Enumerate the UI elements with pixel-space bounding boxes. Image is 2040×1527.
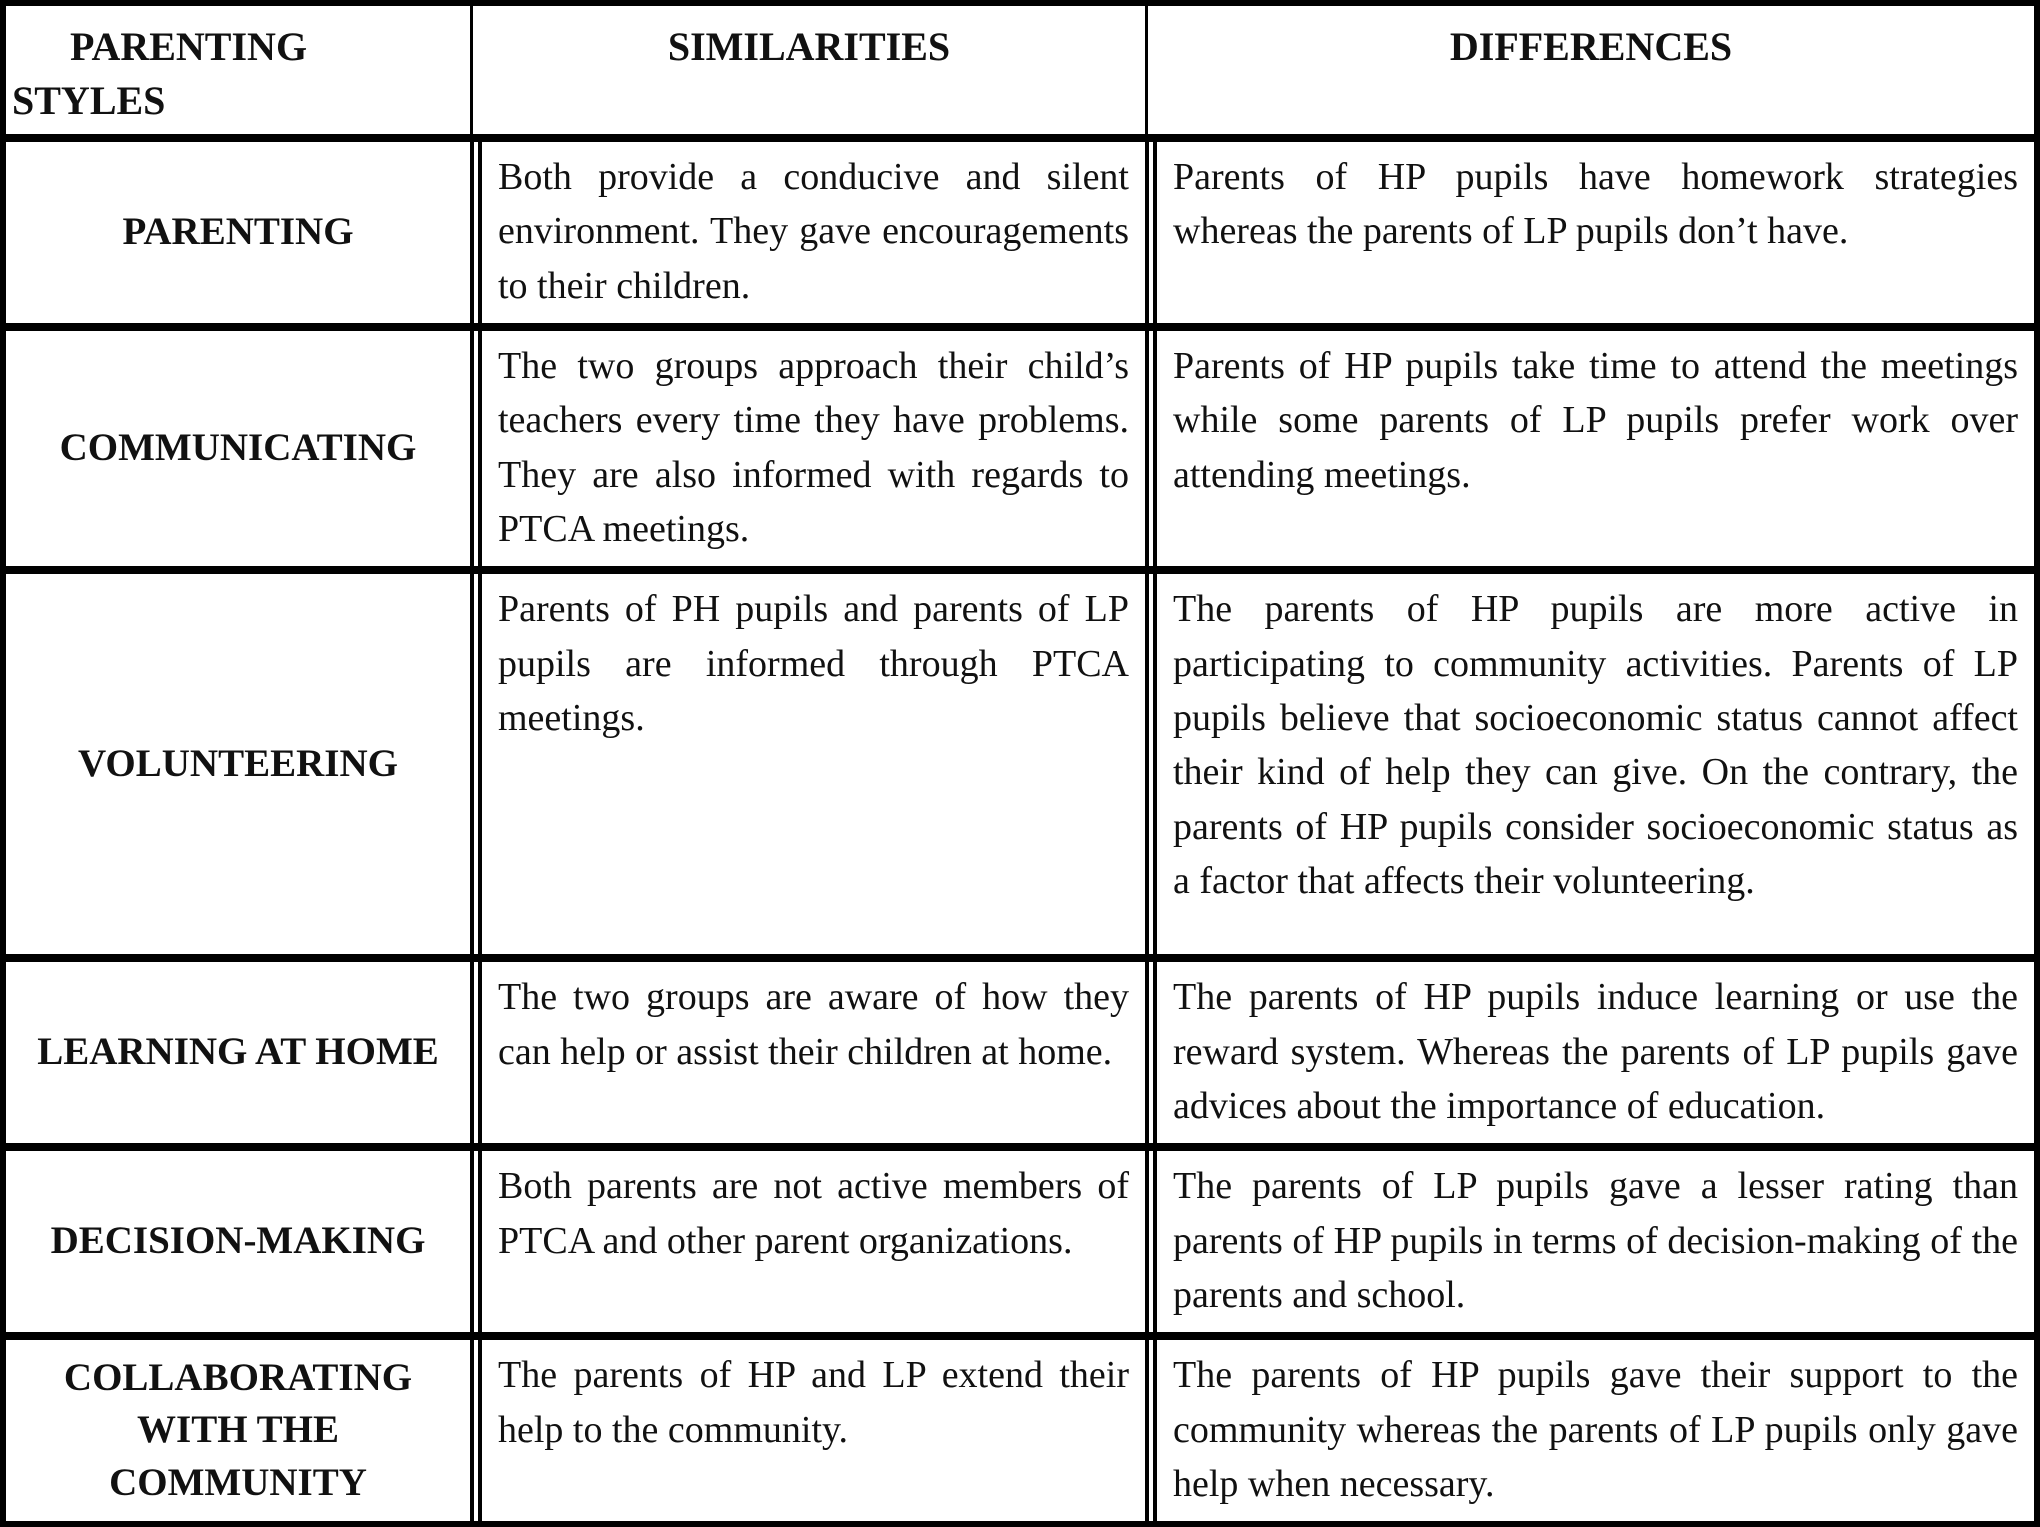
- row-label: COMMUNICATING: [59, 426, 417, 470]
- table-row-volunteering: [6, 566, 2034, 954]
- similarities-cell: Both parents are not active members of PTCA and other parent organizations.: [470, 1151, 1145, 1332]
- column-header-similarities: SIMILARITIES: [470, 6, 1145, 134]
- row-label: COLLABORATING WITH THE COMMUNITY: [63, 1355, 413, 1505]
- similarities-cell: The parents of HP and LP extend their help to the community.: [470, 1340, 1145, 1521]
- column-header-differences: DIFFERENCES: [1145, 6, 2034, 134]
- differences-cell: The parents of HP pupils gave their support to the community whereas the parents of LP pupils only gave help when necessary.: [1145, 1340, 2034, 1521]
- differences-cell: Parents of HP pupils have homework strategies whereas the parents of LP pupils don’t have.: [1145, 142, 2034, 323]
- row-label: DECISION-MAKING: [50, 1219, 426, 1263]
- similarities-cell: The two groups are aware of how they can help or assist their children at home.: [470, 962, 1145, 1143]
- differences-cell: Parents of HP pupils take time to attend the meetings while some parents of LP pupils prefer work over attending meetings.: [1145, 331, 2034, 566]
- table-row-collaborating-with-community: [6, 1332, 2034, 1521]
- table-row-parenting: [6, 134, 2034, 323]
- table-row-communicating: [6, 323, 2034, 566]
- table-row-learning-at-home: [6, 954, 2034, 1143]
- differences-cell: The parents of HP pupils induce learning or use the reward system. Whereas the parents of LP pupils gave advices about the importance of education.: [1145, 962, 2034, 1143]
- similarities-cell: Both provide a conducive and silent environment. They gave encouragements to their children.: [470, 142, 1145, 323]
- column-header-parenting-styles: PARENTING STYLES: [12, 24, 308, 123]
- table-header-row: [6, 6, 2034, 134]
- row-label: LEARNING AT HOME: [37, 1030, 439, 1074]
- row-label: VOLUNTEERING: [78, 741, 398, 785]
- differences-cell: The parents of HP pupils are more active in participating to community activities. Parents of LP pupils believe that socioeconomic status cannot affect their kind of help they can give. On the contrary, the parents of HP pupils consider socioeconomic status as a factor that affects their volunteering.: [1145, 574, 2034, 954]
- table-row-decision-making: [6, 1143, 2034, 1332]
- similarities-cell: Parents of PH pupils and parents of LP pupils are informed through PTCA meetings.: [470, 574, 1145, 954]
- differences-cell: The parents of LP pupils gave a lesser rating than parents of HP pupils in terms of decision-making of the parents and school.: [1145, 1151, 2034, 1332]
- row-label: PARENTING: [122, 210, 354, 254]
- similarities-cell: The two groups approach their child’s teachers every time they have problems. They are also informed with regards to PTCA meetings.: [470, 331, 1145, 566]
